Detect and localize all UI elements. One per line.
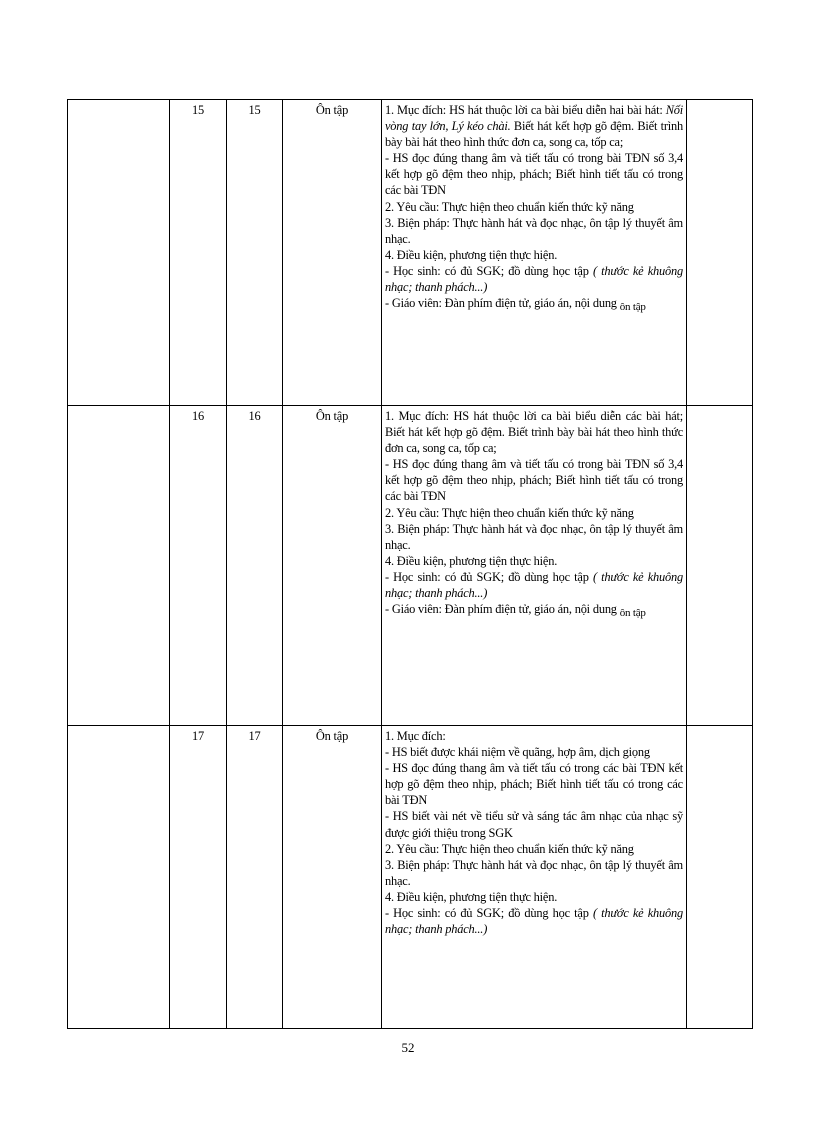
empty-cell [68,100,170,406]
content-line [385,102,683,150]
content-text: 4. Điều kiện, phương tiện thực hiện. [385,553,558,568]
content-line [385,247,683,263]
content-text: 4. Điều kiện, phương tiện thực hiện. [385,247,558,262]
content-text: - HS đọc đúng thang âm và tiết tấu có trong bài TĐN số 3,4 kết hợp gõ đệm theo nhịp, phách; Biết hình tiết tấu có trong các bài TĐN [385,151,683,198]
content-italic-text: Nối vòng tay lớn, Lý kéo chài. [385,103,683,134]
lesson-content-cell [382,100,687,406]
content-text: 1. Mục đích: HS hát thuộc lời ca bài biểu diễn hai bài hát: [385,103,666,117]
content-text: 2. Yêu cầu: Thực hiện theo chuẩn kiến thức kỹ năng [385,505,634,520]
period-cell: 15 [170,100,227,406]
content-line [385,728,683,744]
period-cell: 16 [170,406,227,726]
content-line [385,456,683,504]
content-text: - HS đọc đúng thang âm và tiết tấu có trong bài TĐN số 3,4 kết hợp gõ đệm theo nhịp, phách; Biết hình tiết tấu có trong các bài TĐN [385,457,683,504]
content-line [385,905,683,937]
content-text: - Giáo viên: Đàn phím điện tử, giáo án, nội dung [385,296,620,311]
content-text: - HS đọc đúng thang âm và tiết tấu có trong các bài TĐN kết hợp gõ đệm theo nhịp, phách; Biết hình tiết tấu có trong các bài TĐN [385,761,683,808]
content-text: - Học sinh: có đủ SGK; đồ dùng học tập [385,263,593,278]
content-line [385,744,683,760]
content-italic-text: ( thước kẻ khuông nhạc; thanh phách...) [385,906,683,937]
week-cell: 17 [227,726,283,1029]
content-line [385,521,683,553]
lesson-content-cell [382,726,687,1029]
content-italic-text: ( thước kẻ khuông nhạc; thanh phách...) [385,263,683,295]
content-text: 4. Điều kiện, phương tiện thực hiện. [385,889,558,904]
lesson-title-cell: Ôn tập [283,726,382,1029]
week-cell: 15 [227,100,283,406]
content-text: 3. Biện pháp: Thực hành hát và đọc nhạc, ôn tập lý thuyết âm nhạc. [385,215,683,246]
lesson-title-cell: Ôn tập [283,100,382,406]
empty-cell [68,726,170,1029]
content-text: - Học sinh: có đủ SGK; đồ dùng học tập [385,906,593,921]
notes-cell [687,726,753,1029]
lesson-content-cell [382,406,687,726]
content-line [385,760,683,808]
notes-cell [687,100,753,406]
content-text: - HS biết được khái niệm về quãng, hợp âm, dịch giọng [385,745,650,760]
table-row [68,100,753,406]
table-row [68,726,753,1029]
period-cell: 17 [170,726,227,1029]
empty-cell [68,406,170,726]
content-line [385,408,683,456]
content-line [385,263,683,295]
content-text: - Học sinh: có đủ SGK; đồ dùng học tập [385,569,593,584]
content-text: 2. Yêu cầu: Thực hiện theo chuẩn kiến thức kỹ năng [385,199,634,214]
content-text: 3. Biện pháp: Thực hành hát và đọc nhạc, ôn tập lý thuyết âm nhạc. [385,857,683,888]
content-line [385,295,683,315]
content-line [385,857,683,889]
content-italic-text: ( thước kẻ khuông nhạc; thanh phách...) [385,569,683,601]
content-text: 1. Mục đích: [385,729,446,743]
content-line [385,569,683,601]
page-number: 52 [401,1040,415,1055]
content-line [385,199,683,215]
content-line [385,601,683,621]
content-line [385,150,683,198]
content-text: 2. Yêu cầu: Thực hiện theo chuẩn kiến thức kỹ năng [385,841,634,856]
content-text: - HS biết vài nét về tiểu sử và sáng tác âm nhạc của nhạc sỹ được giới thiệu trong SGK [385,809,683,840]
content-text: 3. Biện pháp: Thực hành hát và đọc nhạc, ôn tập lý thuyết âm nhạc. [385,521,683,552]
content-small-text: ôn tập [619,301,646,314]
notes-cell [687,406,753,726]
content-text: - Giáo viên: Đàn phím điện tử, giáo án, nội dung [385,602,620,617]
content-small-text: ôn tập [619,607,646,620]
table-row [68,406,753,726]
content-line [385,505,683,521]
content-text: 1. Mục đích: HS hát thuộc lời ca bài biểu diễn các bài hát; Biết hát kết hợp gõ đệm. Biết trình bày bài hát theo hình thức đơn ca, song ca, tốp ca; [385,409,683,456]
content-line [385,553,683,569]
lesson-plan-table [67,99,753,1029]
week-cell: 16 [227,406,283,726]
content-line [385,808,683,840]
content-line [385,215,683,247]
content-text: Biết hát kết hợp gõ đệm. Biết trình bày bài hát theo hình thức đơn ca, song ca, tốp ca; [385,119,684,150]
lesson-title-cell: Ôn tập [283,406,382,726]
content-line [385,841,683,857]
content-line [385,889,683,905]
